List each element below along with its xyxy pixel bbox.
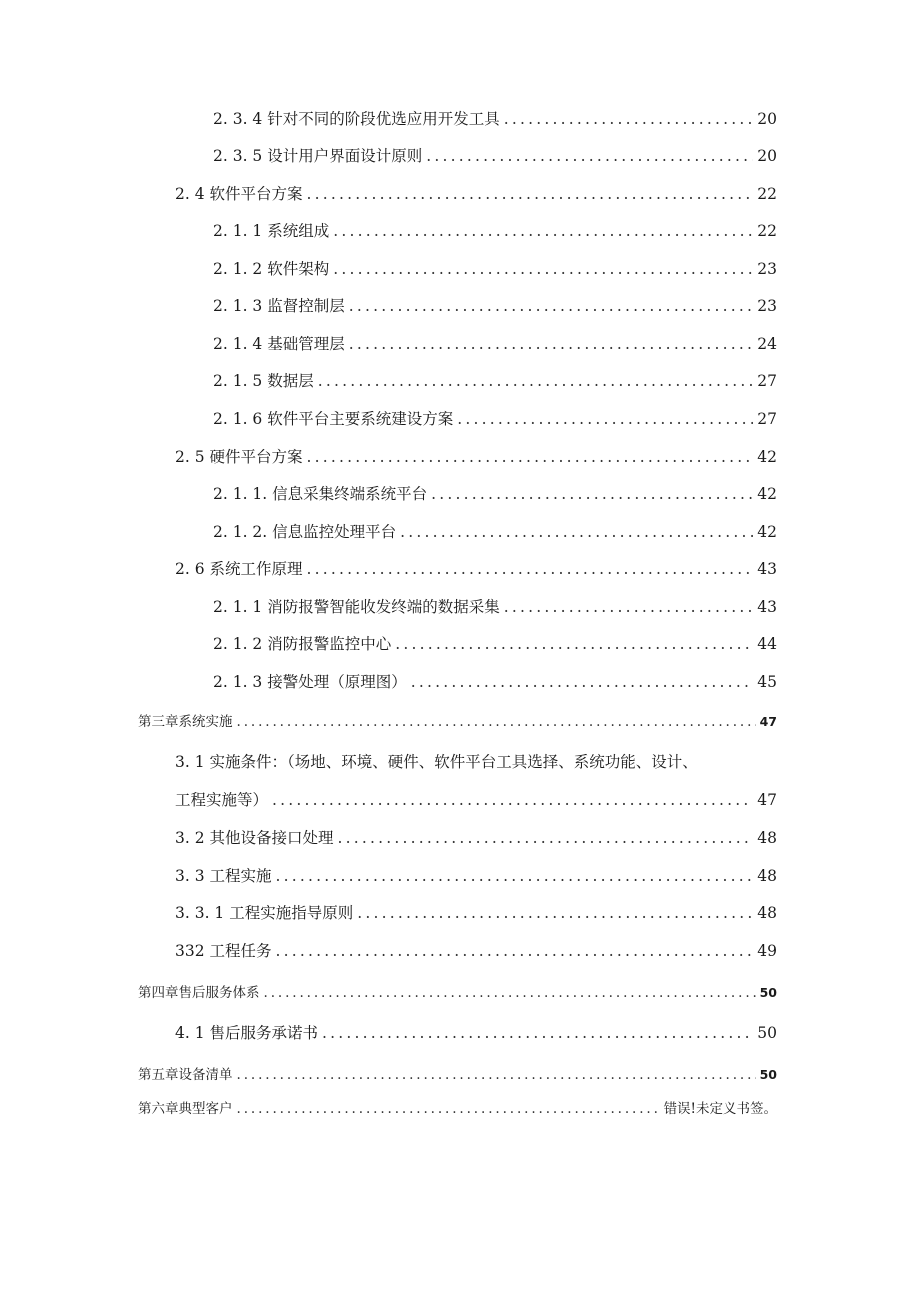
toc-page-number: 50 (757, 1024, 777, 1042)
toc-leader-dots (333, 220, 753, 242)
toc-entry-3-1[interactable] (175, 789, 777, 811)
toc-page-number: 48 (757, 829, 777, 847)
toc-leader-dots (395, 633, 753, 655)
toc-entry-2-5[interactable] (175, 446, 777, 468)
toc-page-number: 47 (759, 714, 777, 729)
toc-page-number: 43 (757, 560, 777, 578)
toc-entry-332[interactable] (175, 940, 777, 962)
toc-chapter-6[interactable] (138, 1098, 777, 1120)
toc-leader-dots (400, 521, 753, 543)
toc-entry-3-1-line1[interactable]: 3. 1 实施条件：（场地、环境、硬件、软件平台工具选择、系统功能、设计、 (175, 753, 698, 771)
toc-page-number: 20 (757, 110, 777, 128)
toc-page-number: 23 (757, 260, 777, 278)
toc-page-number: 44 (757, 635, 777, 653)
toc-entry-label: 第三章系统实施 (138, 714, 233, 730)
toc-entry-3-2[interactable] (175, 827, 777, 849)
toc-entry-label: 2. 6 系统工作原理 (175, 560, 303, 578)
toc-page-number: 47 (757, 791, 777, 809)
toc-page-number: 42 (757, 485, 777, 503)
toc-leader-dots (457, 408, 753, 430)
toc-entry-2-1-6[interactable] (213, 408, 777, 430)
toc-entry-label: 2. 3. 5 设计用户界面设计原则 (213, 147, 423, 165)
toc-entry-label: 3. 2 其他设备接口处理 (175, 829, 334, 847)
toc-entry-label: 2. 5 硬件平台方案 (175, 448, 303, 466)
toc-entry-label: 2. 1. 6 软件平台主要系统建设方案 (213, 410, 454, 428)
toc-page-number: 27 (757, 372, 777, 390)
toc-entry-label: 3. 3. 1 工程实施指导原则 (175, 904, 354, 922)
toc-entry-label: 2. 1. 2 软件架构 (213, 260, 330, 278)
toc-page-number: 48 (757, 904, 777, 922)
toc-leader-dots (272, 789, 753, 811)
toc-entry-4-1[interactable] (175, 1022, 777, 1044)
toc-entry-label: 3. 3 工程实施 (175, 867, 272, 885)
toc-entry-label: 2. 4 软件平台方案 (175, 185, 303, 203)
toc-chapter-5[interactable] (138, 1064, 777, 1086)
toc-page-number: 49 (757, 942, 777, 960)
toc-entry-2-1-1a[interactable] (213, 220, 777, 242)
toc-leader-dots (357, 902, 753, 924)
toc-leader-dots (349, 333, 754, 355)
toc-page-number: 20 (757, 147, 777, 165)
toc-leader-dots (411, 671, 754, 693)
toc-leader-dots (349, 295, 754, 317)
toc-leader-dots (338, 827, 754, 849)
toc-page-number: 23 (757, 297, 777, 315)
toc-page-number: 43 (757, 598, 777, 616)
toc-entry-3-3-1[interactable] (175, 902, 777, 924)
toc-entry-2-3-5[interactable] (213, 145, 777, 167)
toc-entry-2-1-2b[interactable] (213, 521, 777, 543)
toc-page-number: 42 (757, 448, 777, 466)
toc-page-number: 22 (757, 185, 777, 203)
toc-chapter-3[interactable] (138, 711, 777, 733)
toc-page-number: 50 (759, 985, 777, 1000)
toc-entry-label: 2. 1. 1 系统组成 (213, 222, 330, 240)
toc-entry-label: 2. 1. 5 数据层 (213, 372, 314, 390)
toc-entry-2-1-3c[interactable] (213, 671, 777, 693)
toc-leader-dots (307, 446, 754, 468)
toc-leader-dots (307, 558, 754, 580)
toc-entry-2-1-5[interactable] (213, 370, 777, 392)
toc-page-number: 24 (757, 335, 777, 353)
toc-entry-label: 工程实施等） (175, 791, 269, 809)
toc-leader-dots (307, 183, 754, 205)
toc-entry-2-1-1c[interactable] (213, 596, 777, 618)
toc-leader-dots (431, 483, 753, 505)
toc-entry-label: 2. 1. 2 消防报警监控中心 (213, 635, 392, 653)
toc-page-number: 50 (759, 1067, 777, 1082)
toc-entry-2-6[interactable] (175, 558, 777, 580)
toc-leader-dots (504, 108, 754, 130)
toc-leader-dots (504, 596, 754, 618)
toc-leader-dots (264, 982, 756, 1004)
toc-entry-2-1-1b[interactable] (213, 483, 777, 505)
toc-leader-dots (237, 711, 756, 733)
toc-entry-label: 4. 1 售后服务承诺书 (175, 1024, 319, 1042)
toc-entry-label: 2. 1. 3 接警处理（原理图） (213, 673, 407, 691)
toc-page-error: 错误!未定义书签。 (663, 1101, 777, 1117)
toc-entry-label: 2. 1. 3 监督控制层 (213, 297, 345, 315)
toc-page-number: 48 (757, 867, 777, 885)
toc-leader-dots (426, 145, 753, 167)
toc-page-number: 45 (757, 673, 777, 691)
toc-page-number: 42 (757, 523, 777, 541)
toc-entry-label: 2. 1. 1. 信息采集终端系统平台 (213, 485, 428, 503)
toc-entry-3-3[interactable] (175, 865, 777, 887)
toc-entry-label: 332 工程任务 (175, 942, 272, 960)
toc-leader-dots (318, 370, 754, 392)
toc-entry-2-1-3a[interactable] (213, 295, 777, 317)
toc-entry-label: 2. 1. 4 基础管理层 (213, 335, 345, 353)
toc-entry-label: 第五章设备清单 (138, 1067, 233, 1083)
toc-chapter-4[interactable] (138, 982, 777, 1004)
toc-entry-2-4[interactable] (175, 183, 777, 205)
toc-leader-dots (276, 940, 754, 962)
toc-entry-2-1-4[interactable] (213, 333, 777, 355)
toc-entry-label: 2. 3. 4 针对不同的阶段优选应用开发工具 (213, 110, 500, 128)
toc-entry-label: 第四章售后服务体系 (138, 985, 260, 1001)
toc-page-number: 27 (757, 410, 777, 428)
toc-leader-dots (237, 1098, 660, 1120)
toc-entry-2-1-2c[interactable] (213, 633, 777, 655)
toc-leader-dots (237, 1064, 756, 1086)
toc-entry-2-3-4[interactable] (213, 108, 777, 130)
toc-entry-label: 2. 1. 2. 信息监控处理平台 (213, 523, 397, 541)
toc-leader-dots (276, 865, 754, 887)
toc-page-number: 22 (757, 222, 777, 240)
toc-leader-dots (333, 258, 753, 280)
toc-leader-dots (322, 1022, 753, 1044)
toc-entry-label: 2. 1. 1 消防报警智能收发终端的数据采集 (213, 598, 500, 616)
toc-entry-2-1-2a[interactable] (213, 258, 777, 280)
toc-entry-label: 第六章典型客户 (138, 1101, 233, 1117)
